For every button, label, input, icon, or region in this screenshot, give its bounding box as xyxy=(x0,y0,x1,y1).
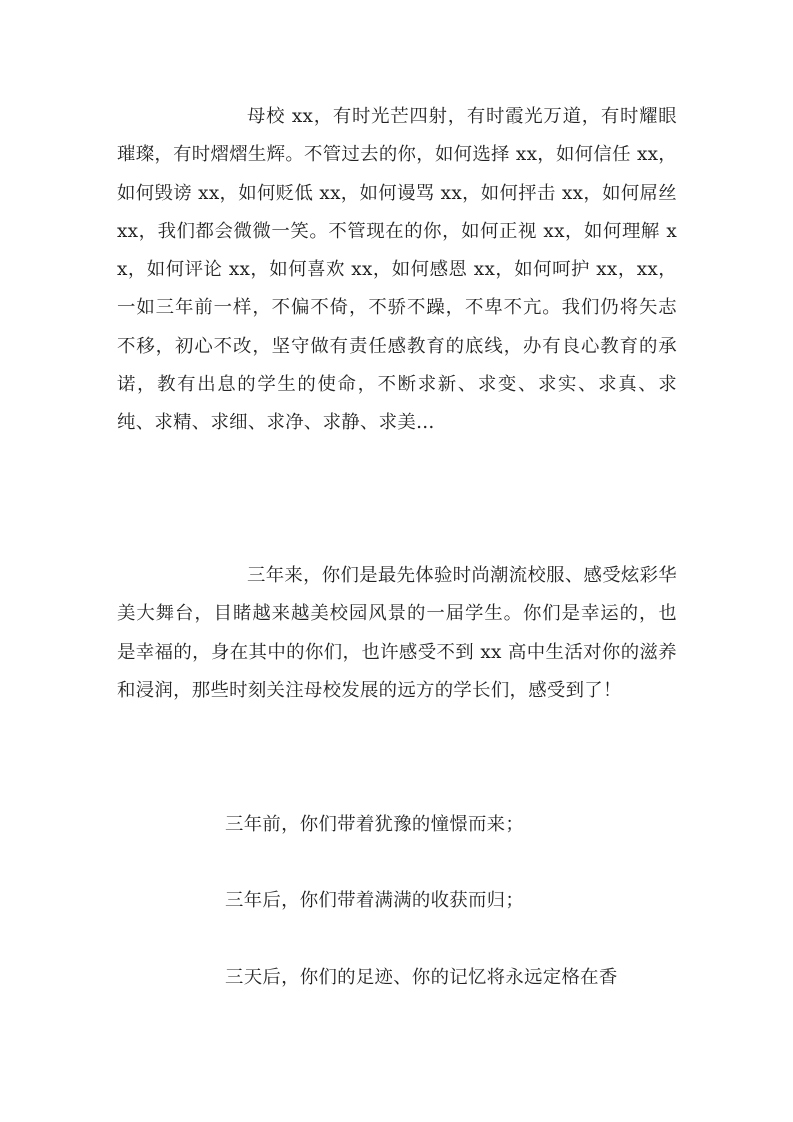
paragraph-three-years: 三年来，你们是最先体验时尚潮流校服、感受炫彩华美大舞台，目睹越来越美校园风景的一届学生。你们是幸运的，也是幸福的，身在其中的你们，也许感受不到 xx 高中生活对你的滋养和浸润，那些时刻关注母校发展的远方的学长们，感受到了！ xyxy=(117,565,677,701)
paragraph-alma-mater: 母校 xx，有时光芒四射，有时霞光万道，有时耀眼璀璨，有时熠熠生辉。不管过去的你，如何选择 xx，如何信任 xx，如何毁谤 xx，如何贬低 xx，如何谩骂 xx，如何抨击 xx，如何屌丝 xx，我们都会微微一笑。不管现在的你，如何正视 xx，如何理解 xx，如何评论 xx，如何喜欢 xx，如何感恩 xx，如何呵护 xx，xx，一如三年前一样，不偏不倚，不骄不躁，不卑不亢。我们仍将矢志不移，初心不改，坚守做有责任感教育的底线，办有良心教育的承诺，教有出息的学生的使命，不断求新、求变、求实、求真、求纯、求精、求细、求净、求静、求美… xyxy=(117,106,677,434)
line-three-years-ago: 三年前，你们带着犹豫的憧憬而来； xyxy=(225,814,525,835)
line-three-days-later: 三天后，你们的足迹、你的记忆将永远定格在香 xyxy=(225,967,618,988)
line-three-years-later: 三年后，你们带着满满的收获而归； xyxy=(225,890,525,911)
